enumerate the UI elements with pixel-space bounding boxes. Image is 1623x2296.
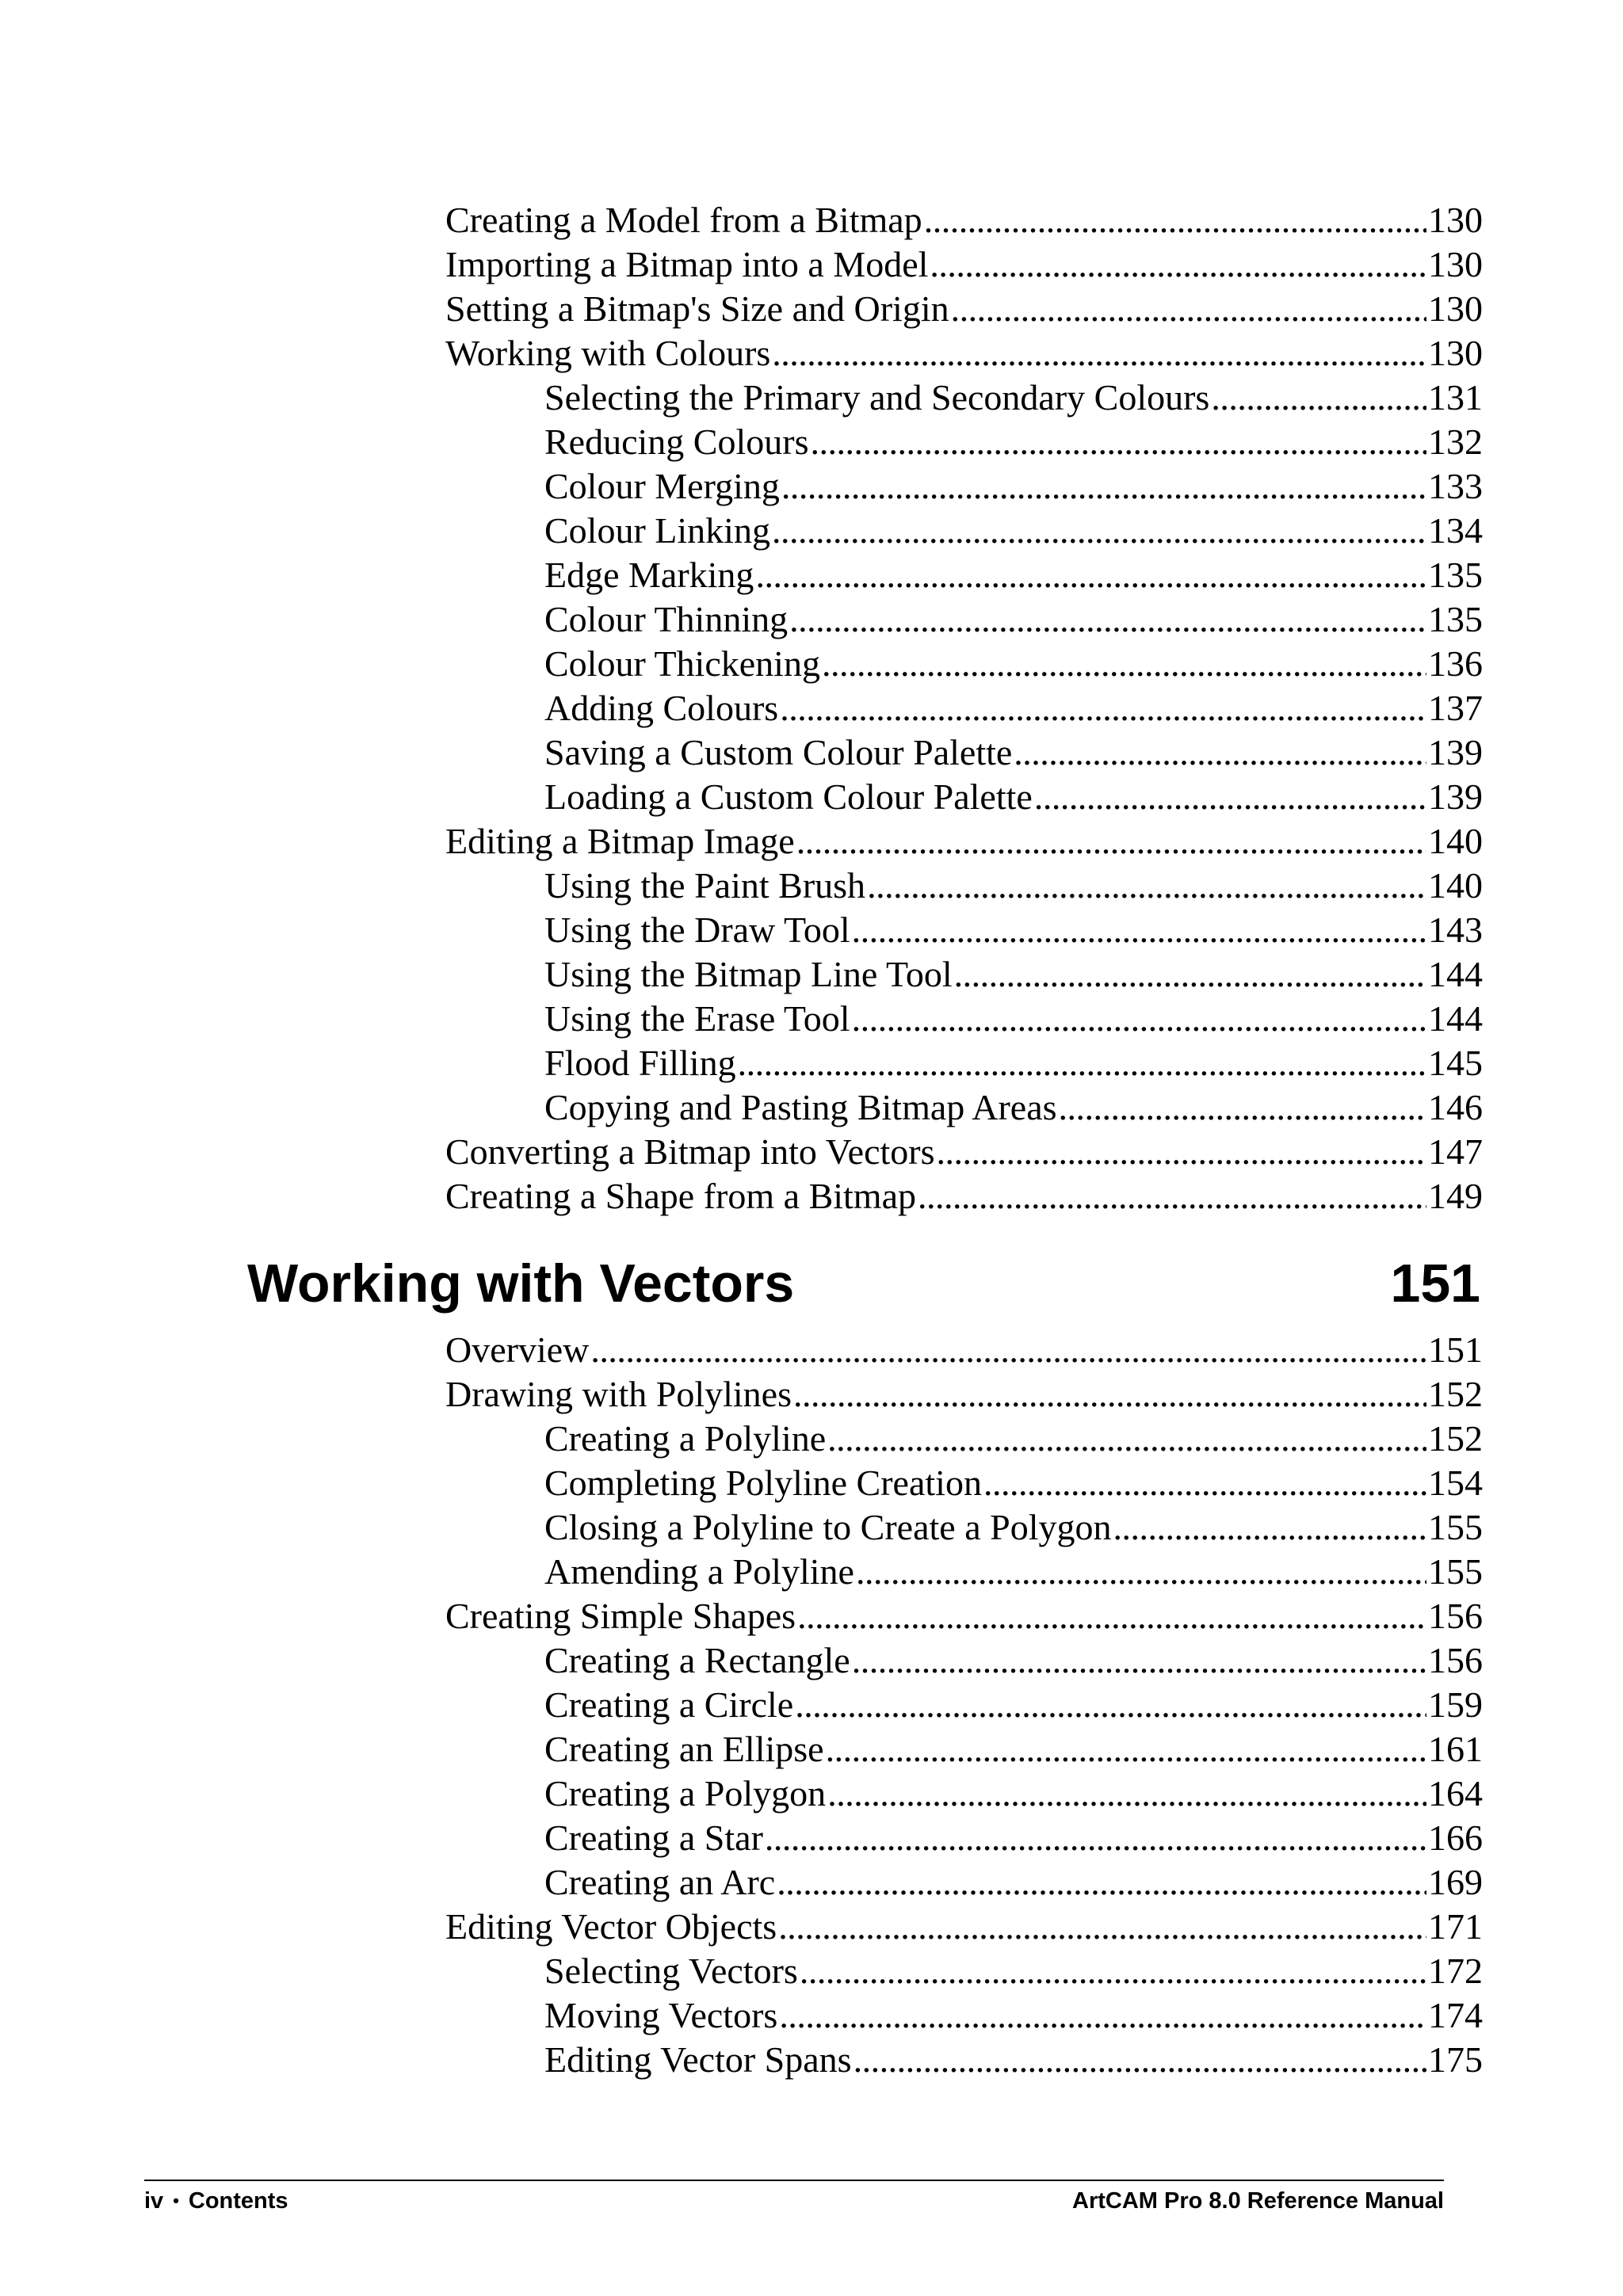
toc-entry-title: Using the Paint Brush bbox=[544, 865, 866, 906]
toc-entry bbox=[445, 1328, 1483, 1372]
toc-entry-page: 156 bbox=[1428, 1596, 1483, 1636]
toc-entry-page: 145 bbox=[1428, 1043, 1483, 1083]
toc-dot-leader bbox=[796, 819, 1426, 864]
toc-dot-leader bbox=[795, 1683, 1426, 1727]
toc-entry bbox=[445, 242, 1483, 287]
toc-entry-page: 152 bbox=[1428, 1374, 1483, 1414]
toc-entry bbox=[445, 331, 1483, 376]
toc-entry bbox=[445, 1174, 1483, 1219]
toc-entry-page: 140 bbox=[1428, 821, 1483, 861]
toc-entry bbox=[544, 1949, 1483, 1993]
toc-entry bbox=[544, 2038, 1483, 2082]
toc-entry-title: Reducing Colours bbox=[544, 421, 809, 462]
footer-bullet: • bbox=[173, 2191, 179, 2210]
toc-entry-page: 134 bbox=[1428, 510, 1483, 551]
toc-entry-title: Colour Thickening bbox=[544, 643, 820, 684]
toc-entry-title: Using the Erase Tool bbox=[544, 998, 850, 1039]
toc-entry-page: 155 bbox=[1428, 1507, 1483, 1547]
footer-page-label: iv bbox=[144, 2188, 164, 2214]
toc-dot-leader bbox=[738, 1041, 1426, 1085]
chapter-heading bbox=[247, 1248, 1480, 1319]
toc-entry-page: 137 bbox=[1428, 688, 1483, 728]
toc-dot-leader bbox=[918, 1174, 1426, 1219]
toc-entry-title: Creating an Ellipse bbox=[544, 1729, 824, 1769]
toc-dot-leader bbox=[772, 509, 1426, 553]
toc-dot-leader bbox=[852, 997, 1426, 1041]
toc-entry bbox=[544, 1085, 1483, 1130]
toc-entry-title: Overview bbox=[445, 1329, 590, 1370]
toc-dot-leader bbox=[772, 331, 1426, 376]
toc-dot-leader bbox=[827, 1417, 1426, 1461]
toc-entry-page: 130 bbox=[1428, 288, 1483, 329]
toc-entry-page: 151 bbox=[1428, 1329, 1483, 1370]
toc-entry bbox=[544, 1041, 1483, 1085]
toc-entry bbox=[445, 1594, 1483, 1638]
toc-entry-page: 149 bbox=[1428, 1176, 1483, 1216]
toc-entry bbox=[544, 597, 1483, 642]
toc-entry-title: Creating a Rectangle bbox=[544, 1640, 850, 1680]
toc-entry bbox=[544, 1505, 1483, 1550]
toc-entry-page: 133 bbox=[1428, 466, 1483, 506]
toc-dot-leader bbox=[800, 1949, 1426, 1993]
toc-entry bbox=[544, 1417, 1483, 1461]
toc-dot-leader bbox=[1059, 1085, 1426, 1130]
chapter-title: Working with Vectors bbox=[247, 1253, 795, 1314]
toc-dot-leader bbox=[778, 1905, 1426, 1949]
toc-dot-leader bbox=[793, 1372, 1426, 1417]
toc-dot-leader bbox=[827, 1772, 1426, 1816]
toc-entry bbox=[544, 730, 1483, 775]
toc-entry-page: 130 bbox=[1428, 200, 1483, 240]
toc-entry-page: 152 bbox=[1428, 1418, 1483, 1459]
toc-dot-leader bbox=[777, 1860, 1426, 1905]
toc-dot-leader bbox=[854, 2038, 1426, 2082]
toc-entry bbox=[544, 1550, 1483, 1594]
toc-entry bbox=[544, 908, 1483, 952]
toc-entry-page: 155 bbox=[1428, 1551, 1483, 1592]
toc-entry-page: 136 bbox=[1428, 643, 1483, 684]
toc-entry bbox=[445, 819, 1483, 864]
toc-entry bbox=[544, 864, 1483, 908]
toc-dot-leader bbox=[797, 1594, 1426, 1638]
toc-entry-title: Converting a Bitmap into Vectors bbox=[445, 1131, 935, 1172]
toc-entry-title: Colour Thinning bbox=[544, 599, 789, 639]
toc-entry-title: Closing a Polyline to Create a Polygon bbox=[544, 1507, 1112, 1547]
footer-rule bbox=[144, 2180, 1444, 2181]
toc-dot-leader bbox=[867, 864, 1426, 908]
toc-entry-page: 154 bbox=[1428, 1463, 1483, 1503]
toc-entry-title: Creating a Circle bbox=[544, 1684, 794, 1725]
toc-dot-leader bbox=[780, 686, 1426, 730]
toc-dot-leader bbox=[856, 1550, 1426, 1594]
toc-entry bbox=[544, 376, 1483, 420]
toc-entry bbox=[544, 553, 1483, 597]
toc-dot-leader bbox=[789, 597, 1426, 642]
toc-entry-page: 131 bbox=[1428, 377, 1483, 418]
toc-dot-leader bbox=[590, 1328, 1426, 1372]
footer-manual-title: ArtCAM Pro 8.0 Reference Manual bbox=[1072, 2188, 1444, 2214]
toc-entry-page: 132 bbox=[1428, 421, 1483, 462]
toc-entry bbox=[544, 686, 1483, 730]
toc-entry-title: Setting a Bitmap's Size and Origin bbox=[445, 288, 949, 329]
toc-dot-leader bbox=[1034, 775, 1426, 819]
toc-dot-leader bbox=[1113, 1505, 1427, 1550]
chapter-page-number: 151 bbox=[1390, 1253, 1480, 1314]
toc-entry-page: 143 bbox=[1428, 910, 1483, 950]
toc-entry-page: 169 bbox=[1428, 1862, 1483, 1902]
toc-entry-page: 164 bbox=[1428, 1773, 1483, 1814]
toc-entry-title: Colour Linking bbox=[544, 510, 770, 551]
toc-dot-leader bbox=[1211, 376, 1426, 420]
toc-dot-leader bbox=[765, 1816, 1426, 1860]
toc-entry bbox=[544, 509, 1483, 553]
toc-entry bbox=[445, 1130, 1483, 1174]
toc-dot-leader bbox=[810, 420, 1426, 464]
toc-dot-leader bbox=[951, 287, 1426, 331]
toc-entry-title: Flood Filling bbox=[544, 1043, 736, 1083]
toc-entry bbox=[544, 952, 1483, 997]
toc-entry bbox=[544, 997, 1483, 1041]
toc-entry-title: Colour Merging bbox=[544, 466, 780, 506]
toc-entry-page: 135 bbox=[1428, 555, 1483, 595]
toc-dot-leader bbox=[924, 198, 1426, 242]
toc-entry-title: Selecting Vectors bbox=[544, 1951, 798, 1991]
toc-entry-title: Selecting the Primary and Secondary Colours bbox=[544, 377, 1210, 418]
toc-entry-title: Drawing with Polylines bbox=[445, 1374, 792, 1414]
toc-entry-title: Saving a Custom Colour Palette bbox=[544, 732, 1013, 772]
toc-entry-title: Amending a Polyline bbox=[544, 1551, 854, 1592]
toc-entry bbox=[544, 1638, 1483, 1683]
toc-entry-title: Edge Marking bbox=[544, 555, 754, 595]
toc-entry-title: Adding Colours bbox=[544, 688, 779, 728]
footer-left bbox=[144, 2185, 288, 2217]
toc-entry-title: Creating a Model from a Bitmap bbox=[445, 200, 922, 240]
toc-entry-page: 135 bbox=[1428, 599, 1483, 639]
toc-entry-title: Creating a Star bbox=[544, 1817, 763, 1858]
toc-entry bbox=[544, 464, 1483, 509]
toc-entry-title: Completing Polyline Creation bbox=[544, 1463, 982, 1503]
toc-entry-title: Loading a Custom Colour Palette bbox=[544, 776, 1033, 817]
toc-entry bbox=[544, 420, 1483, 464]
toc-entry-page: 130 bbox=[1428, 244, 1483, 284]
toc-entry-title: Using the Bitmap Line Tool bbox=[544, 954, 953, 994]
toc-entry-title: Creating a Polyline bbox=[544, 1418, 827, 1459]
toc-entry-page: 171 bbox=[1428, 1906, 1483, 1947]
toc-entry-title: Importing a Bitmap into a Model bbox=[445, 244, 929, 284]
toc-entry-page: 139 bbox=[1428, 732, 1483, 772]
toc-entry-title: Creating a Shape from a Bitmap bbox=[445, 1176, 917, 1216]
toc-entry bbox=[544, 1772, 1483, 1816]
toc-entry-title: Creating a Polygon bbox=[544, 1773, 827, 1814]
toc-entry-page: 144 bbox=[1428, 954, 1483, 994]
toc-dot-leader bbox=[852, 1638, 1426, 1683]
toc-entry bbox=[544, 1683, 1483, 1727]
toc-entry bbox=[445, 287, 1483, 331]
footer-section: Contents bbox=[188, 2188, 288, 2214]
toc-dot-leader bbox=[1014, 730, 1426, 775]
toc-dot-leader bbox=[755, 553, 1426, 597]
toc-entry bbox=[544, 1816, 1483, 1860]
toc-entry-title: Creating an Arc bbox=[544, 1862, 776, 1902]
toc-entry-page: 130 bbox=[1428, 333, 1483, 373]
toc-entry-title: Editing Vector Spans bbox=[544, 2039, 852, 2080]
toc-entry-page: 156 bbox=[1428, 1640, 1483, 1680]
toc-entry-page: 175 bbox=[1428, 2039, 1483, 2080]
toc-entry-page: 159 bbox=[1428, 1684, 1483, 1725]
toc-entry-page: 140 bbox=[1428, 865, 1483, 906]
toc-dot-leader bbox=[822, 642, 1426, 686]
toc-entry bbox=[544, 642, 1483, 686]
toc-entry bbox=[544, 775, 1483, 819]
toc-dot-leader bbox=[781, 464, 1426, 509]
toc-entry bbox=[445, 1905, 1483, 1949]
toc-dot-leader bbox=[826, 1727, 1426, 1772]
toc-entry-page: 147 bbox=[1428, 1131, 1483, 1172]
toc-entry bbox=[445, 198, 1483, 242]
toc-dot-leader bbox=[779, 1993, 1426, 2038]
toc-entry-title: Creating Simple Shapes bbox=[445, 1596, 796, 1636]
toc-dot-leader bbox=[937, 1130, 1426, 1174]
toc-dot-leader bbox=[930, 242, 1426, 287]
toc-entry-title: Editing Vector Objects bbox=[445, 1906, 777, 1947]
toc-entry-page: 174 bbox=[1428, 1995, 1483, 2035]
toc-entry-title: Working with Colours bbox=[445, 333, 771, 373]
toc-entry bbox=[445, 1372, 1483, 1417]
toc-entry bbox=[544, 1727, 1483, 1772]
toc-entry-title: Editing a Bitmap Image bbox=[445, 821, 795, 861]
toc-entry-page: 172 bbox=[1428, 1951, 1483, 1991]
toc-dot-leader bbox=[954, 952, 1426, 997]
page-footer bbox=[144, 2185, 1444, 2217]
toc-entry bbox=[544, 1461, 1483, 1505]
toc-dot-leader bbox=[983, 1461, 1426, 1505]
toc-entry-title: Moving Vectors bbox=[544, 1995, 778, 2035]
toc-entry-title: Copying and Pasting Bitmap Areas bbox=[544, 1087, 1057, 1127]
toc-entry-page: 139 bbox=[1428, 776, 1483, 817]
toc-entry-title: Using the Draw Tool bbox=[544, 910, 850, 950]
toc-entry bbox=[544, 1860, 1483, 1905]
toc-entry-page: 161 bbox=[1428, 1729, 1483, 1769]
toc-entry bbox=[544, 1993, 1483, 2038]
toc-entry-page: 166 bbox=[1428, 1817, 1483, 1858]
toc-entry-page: 146 bbox=[1428, 1087, 1483, 1127]
toc-entry-page: 144 bbox=[1428, 998, 1483, 1039]
toc-dot-leader bbox=[852, 908, 1426, 952]
